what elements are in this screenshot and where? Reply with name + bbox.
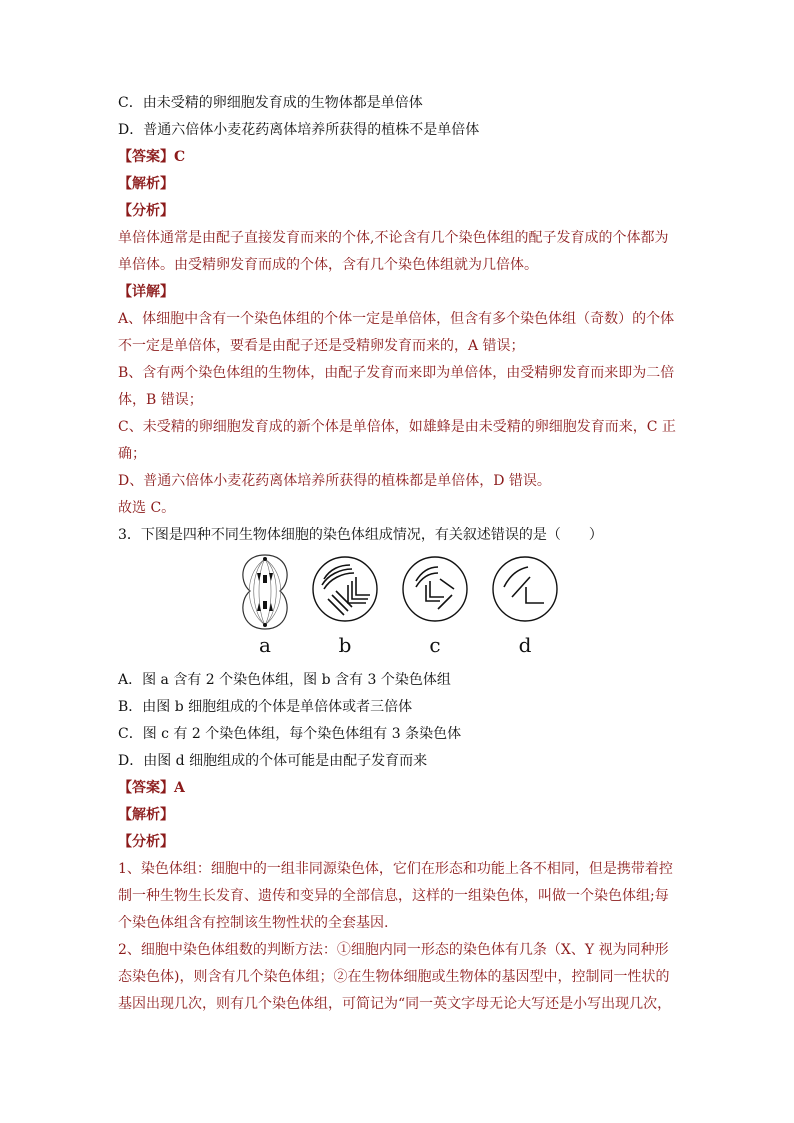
q3-fenxi-heading: 【分析】 [118, 834, 174, 850]
q2-analysis-line-2: 单倍体。由受精卵发育而成的个体，含有几个染色体组就为几倍体。 [118, 257, 538, 273]
q2-xiangjie-heading: 【详解】 [118, 284, 174, 300]
q3-answer: 【答案】A [118, 780, 185, 796]
cell-d-diagram [490, 551, 560, 641]
q2-option-d: D．普通六倍体小麦花药离体培养所获得的植株不是单倍体 [118, 122, 480, 138]
chromosome-figure [118, 551, 678, 661]
q3-stem: 3．下图是四种不同生物体细胞的染色体组成情况，有关叙述错误的是（ ） [118, 527, 603, 543]
q2-detail-a-2: 不一定是单倍体，要看是由配子还是受精卵发育而来的，A 错误； [118, 338, 525, 354]
figure-label-c: c [429, 633, 441, 657]
q3-analysis-1-line-2: 制一种生物生长发育、遗传和变异的全部信息，这样的一组染色体，叫做一个染色体组;每 [118, 888, 669, 904]
q3-option-c: C．图 c 有 2 个染色体组，每个染色体组有 3 条染色体 [118, 726, 462, 742]
q3-analysis-1-line-3: 个染色体组含有控制该生物性状的全套基因. [118, 915, 389, 931]
q3-analysis-2-line-3: 基因出现几次，则有几个染色体组，可简记为“同一英文字母无论大写还是小写出现几次， [118, 996, 672, 1012]
q3-option-d: D．由图 d 细胞组成的个体可能是由配子发育而来 [118, 753, 428, 769]
q3-option-a: A．图 a 含有 2 个染色体组，图 b 含有 3 个染色体组 [118, 672, 451, 688]
q2-jiexi-heading: 【解析】 [118, 176, 174, 192]
q2-analysis-line-1: 单倍体通常是由配子直接发育而来的个体,不论含有几个染色体组的配子发育成的个体都为 [118, 230, 669, 246]
q2-answer: 【答案】C [118, 149, 186, 165]
q3-jiexi-heading: 【解析】 [118, 807, 174, 823]
q2-option-c: C．由未受精的卵细胞发育成的生物体都是单倍体 [118, 95, 423, 111]
cell-a-diagram [230, 551, 300, 641]
document-page [118, 90, 678, 1018]
cell-b-diagram [310, 551, 380, 641]
q3-option-b: B．由图 b 细胞组成的个体是单倍体或者三倍体 [118, 699, 413, 715]
q3-analysis-2-line-2: 态染色体)，则含有几个染色体组；②在生物体细胞或生物体的基因型中，控制同一性状的 [118, 969, 670, 985]
q2-fenxi-heading: 【分析】 [118, 203, 174, 219]
q2-detail-b-2: 体，B 错误； [118, 392, 203, 408]
q2-conclusion: 故选 C。 [118, 500, 176, 516]
q2-detail-b-1: B、含有两个染色体组的生物体，由配子发育而来即为单倍体，由受精卵发育而来即为二倍 [118, 365, 675, 381]
figure-label-b: b [338, 633, 352, 657]
q3-analysis-1-line-1: 1、染色体组：细胞中的一组非同源染色体，它们在形态和功能上各不相同，但是携带着控 [118, 861, 673, 877]
q2-detail-c-1: C、未受精的卵细胞发育成的新个体是单倍体，如雄蜂是由未受精的卵细胞发育而来，C 正 [118, 419, 676, 435]
figure-label-d: d [518, 633, 532, 657]
cell-c-diagram [400, 551, 470, 641]
q3-analysis-2-line-1: 2、细胞中染色体组数的判断方法：①细胞内同一形态的染色体有几条（X、Y 视为同种形 [118, 942, 669, 958]
figure-label-a: a [259, 633, 271, 657]
q2-detail-c-2: 确； [118, 446, 146, 462]
q2-detail-a-1: A、体细胞中含有一个染色体组的个体一定是单倍体，但含有多个染色体组（奇数）的个体 [118, 311, 675, 327]
q2-detail-d: D、普通六倍体小麦花药离体培养所获得的植株都是单倍体，D 错误。 [118, 473, 551, 489]
